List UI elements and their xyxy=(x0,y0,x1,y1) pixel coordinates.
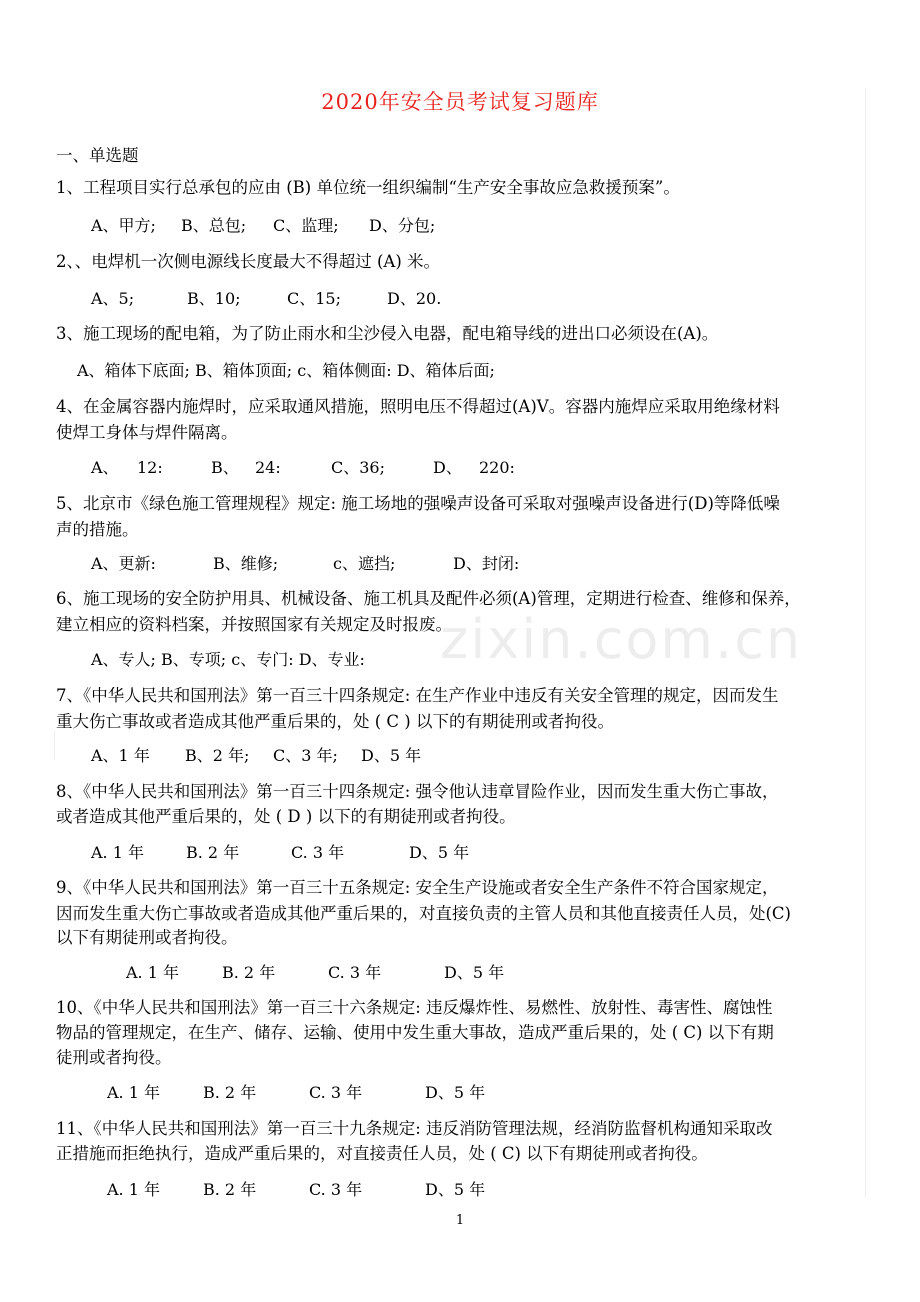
option-d: D、20. xyxy=(387,289,442,308)
question-3-line-1: 3、施工现场的配电箱，为了防止雨水和尘沙侵入电器，配电箱导线的进出口必须设在(A)。 xyxy=(56,324,719,343)
option-c: C. 3 年 xyxy=(309,1083,363,1102)
option-b: B. 2 年 xyxy=(186,843,240,862)
question-2-line-1: 2、、电焊机一次侧电源线长度最大不得超过 (A) 米。 xyxy=(56,252,441,271)
option-c: C、15; xyxy=(287,289,341,308)
option-b: B. 2 年 xyxy=(222,963,276,982)
option-a: A. 1 年 xyxy=(107,1083,160,1102)
option-b: B、10; xyxy=(187,289,241,308)
question-10-line-3: 徒刑或者拘役。 xyxy=(56,1048,172,1067)
question-4-line-1: 4、在金属容器内施焊时，应采取通风措施，照明电压不得超过(A)V。容器内施焊应采取用绝缘材料 xyxy=(56,397,780,416)
option-a: A、更新: xyxy=(91,554,156,573)
question-1-options xyxy=(91,218,435,234)
question-5-line-2: 声的措施。 xyxy=(56,520,139,539)
question-5-options xyxy=(91,556,519,572)
document-title: 2020年安全员考试复习题库 xyxy=(321,90,599,114)
option-c: C、3 年; xyxy=(273,746,338,765)
question-5-line-1: 5、北京市《绿色施工管理规程》规定: 施工场地的强噪声设备可采取对强噪声设备进行(D)等降低噪 xyxy=(56,494,780,513)
question-6-line-2: 建立相应的资料档案，并按照国家有关规定及时报废。 xyxy=(56,615,452,634)
section-heading: 一、单选题 xyxy=(56,146,139,165)
option-d-value: 220: xyxy=(479,458,515,477)
left-margin-guide xyxy=(54,730,55,760)
option-a: A. 1 年 xyxy=(91,843,144,862)
option-c: C、监理; xyxy=(273,216,339,235)
option-c: C. 3 年 xyxy=(328,963,382,982)
option-c: C. 3 年 xyxy=(309,1180,363,1199)
question-4-options xyxy=(91,460,515,476)
option-b: B. 2 年 xyxy=(203,1180,257,1199)
question-9-options xyxy=(126,965,504,981)
option-b: B、总包; xyxy=(181,216,247,235)
question-11-line-2: 正措施而拒绝执行，造成严重后果的，对直接责任人员，处 ( C) 以下有期徒刑或者拘役。 xyxy=(56,1144,708,1163)
question-10-line-2: 物品的管理规定，在生产、储存、运输、使用中发生重大事故，造成严重后果的，处 ( C) 以下有期 xyxy=(56,1023,774,1042)
question-6-line-1: 6、施工现场的安全防护用具、机械设备、施工机具及配件必须(A)管理，定期进行检查、维修和保养， xyxy=(56,589,801,608)
question-9-line-2: 因而发生重大伤亡事故或者造成其他严重后果的，对直接负责的主管人员和其他直接责任人员，处(C) xyxy=(56,904,791,923)
option-d: D、分包; xyxy=(369,216,436,235)
option-c: C. 3 年 xyxy=(291,843,345,862)
option-d: D、封闭: xyxy=(453,554,520,573)
question-6-options: A、专人; B、专项; c、专门: D、专业: xyxy=(91,650,365,669)
question-9-line-1: 9、《中华人民共和国刑法》第一百三十五条规定: 安全生产设施或者安全生产条件不符合国家规定， xyxy=(56,878,779,897)
option-a-value: 12: xyxy=(137,458,163,477)
option-b-label: B、 xyxy=(211,458,239,477)
option-d-label: D、 xyxy=(433,458,462,477)
question-7-line-2: 重大伤亡事故或者造成其他严重后果的，处 ( C ) 以下的有期徒刑或者拘役。 xyxy=(56,712,614,731)
option-a: A、5; xyxy=(91,289,135,308)
question-10-line-1: 10、《中华人民共和国刑法》第一百三十六条规定: 违反爆炸性、易燃性、放射性、毒害性、腐蚀性 xyxy=(56,998,773,1017)
option-b: B. 2 年 xyxy=(203,1083,257,1102)
option-a: A. 1 年 xyxy=(126,963,179,982)
question-1-line-1: 1、工程项目实行总承包的应由 (B) 单位统一组织编制“生产安全事故应急救援预案”。 xyxy=(56,178,680,197)
question-2-options xyxy=(91,291,441,307)
question-10-options xyxy=(107,1085,485,1101)
option-a: A. 1 年 xyxy=(107,1180,160,1199)
question-8-line-1: 8、《中华人民共和国刑法》第一百三十四条规定: 强令他认违章冒险作业，因而发生重大伤亡事故， xyxy=(56,782,779,801)
question-7-options xyxy=(91,748,421,764)
option-a-label: A、 xyxy=(91,458,119,477)
option-b: B、2 年; xyxy=(185,746,250,765)
question-7-line-1: 7、《中华人民共和国刑法》第一百三十四条规定: 在生产作业中违反有关安全管理的规定，因而发生 xyxy=(56,686,779,705)
option-d: D、5 年 xyxy=(425,1180,486,1199)
option-d: D、5 年 xyxy=(361,746,422,765)
page-number: 1 xyxy=(455,1213,465,1228)
option-a: A、甲方; xyxy=(91,216,156,235)
question-9-line-3: 以下有期徒刑或者拘役。 xyxy=(56,928,238,947)
question-8-options xyxy=(91,845,469,861)
question-4-line-2: 使焊工身体与焊件隔离。 xyxy=(56,423,238,442)
option-c: C、36; xyxy=(331,458,385,477)
option-d: D、5 年 xyxy=(409,843,470,862)
question-11-options xyxy=(107,1182,485,1198)
option-b: B、维修; xyxy=(213,554,279,573)
option-d: D、5 年 xyxy=(444,963,505,982)
right-margin-guide xyxy=(865,88,866,1198)
watermark: zixin.com.cn xyxy=(440,608,803,671)
question-3-options: A、箱体下底面; B、箱体顶面; c、箱体侧面: D、箱体后面; xyxy=(77,361,495,380)
option-a: A、1 年 xyxy=(91,746,150,765)
option-c: c、遮挡; xyxy=(333,554,396,573)
question-8-line-2: 或者造成其他严重后果的，处 ( D ) 以下的有期徒刑或者拘役。 xyxy=(56,807,516,826)
option-b-value: 24: xyxy=(255,458,281,477)
question-11-line-1: 11、《中华人民共和国刑法》第一百三十九条规定: 违反消防管理法规，经消防监督机构通知采取改 xyxy=(56,1119,773,1138)
option-d: D、5 年 xyxy=(425,1083,486,1102)
